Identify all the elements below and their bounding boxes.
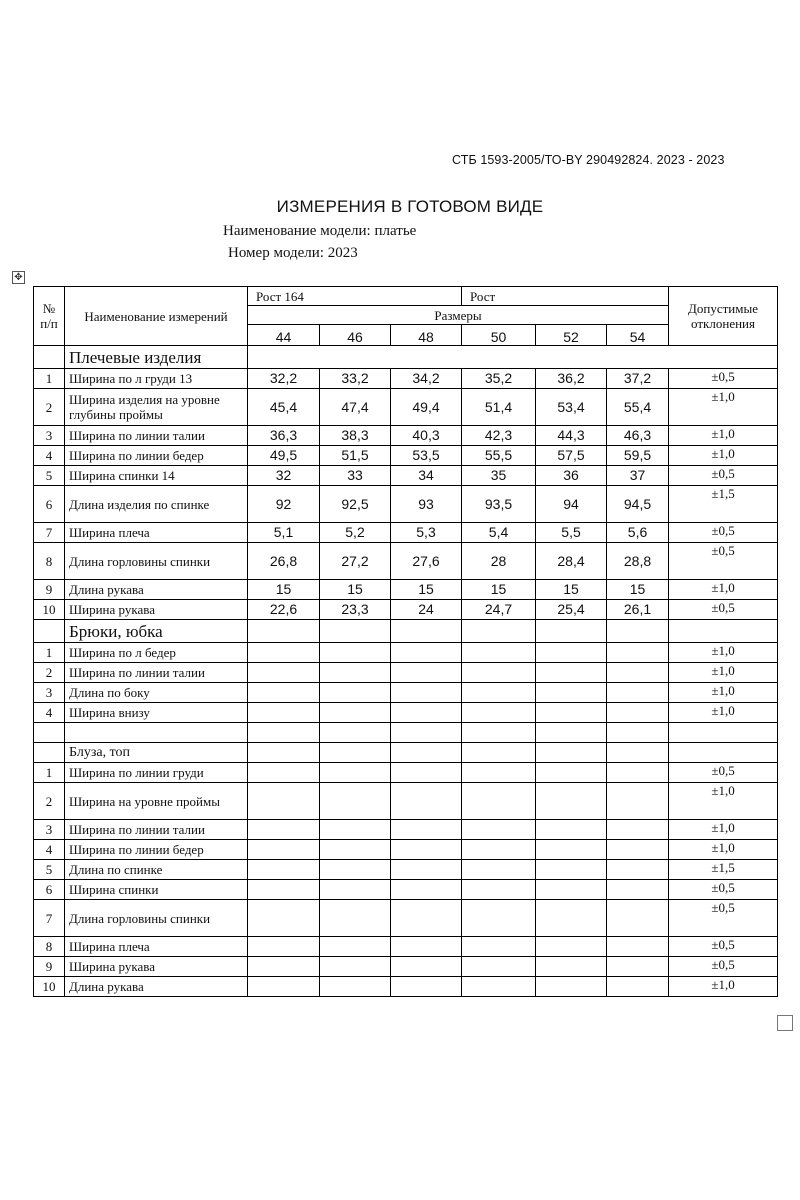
- measurement-value: [320, 763, 391, 783]
- table-resize-handle[interactable]: [777, 1015, 793, 1031]
- measurement-value: 5,4: [462, 523, 536, 543]
- measurement-value: [607, 937, 669, 957]
- measurement-value: [462, 643, 536, 663]
- measurement-value: 27,2: [320, 543, 391, 580]
- measurement-value: 42,3: [462, 426, 536, 446]
- measurement-value: [536, 880, 607, 900]
- tolerance-value: ±0,5: [669, 543, 778, 580]
- measurement-value: 93: [391, 486, 462, 523]
- measurement-name: Ширина рукава: [65, 957, 248, 977]
- tolerance-value: ±0,5: [669, 600, 778, 620]
- measurement-value: [607, 977, 669, 997]
- section-header-row: [34, 346, 778, 369]
- model-name-line: Наименование модели: платье: [223, 223, 417, 239]
- tolerance-value: ±1,0: [669, 820, 778, 840]
- measurement-value: [536, 937, 607, 957]
- empty-cell: [248, 743, 320, 763]
- row-number: 7: [34, 523, 65, 543]
- measurements-table: [33, 286, 778, 997]
- measurement-value: [248, 763, 320, 783]
- measurement-name: Длина горловины спинки: [65, 900, 248, 937]
- table-row: [34, 880, 778, 900]
- tolerance-value: ±1,0: [669, 783, 778, 820]
- measurement-value: 34,2: [391, 369, 462, 389]
- measurement-value: 55,4: [607, 389, 669, 426]
- measurement-value: [248, 783, 320, 820]
- table-row: [34, 783, 778, 820]
- row-number: 4: [34, 446, 65, 466]
- measurement-value: 53,5: [391, 446, 462, 466]
- row-number: 3: [34, 820, 65, 840]
- measurement-name: Длина изделия по спинке: [65, 486, 248, 523]
- row-number: 5: [34, 860, 65, 880]
- document-title: ИЗМЕРЕНИЯ В ГОТОВОМ ВИДЕ: [276, 197, 544, 216]
- measurement-value: [320, 820, 391, 840]
- section-empty-number-cell: [34, 346, 65, 369]
- measurement-value: [536, 977, 607, 997]
- measurement-value: 93,5: [462, 486, 536, 523]
- measurement-value: [320, 840, 391, 860]
- measurement-value: [391, 683, 462, 703]
- measurement-value: 23,3: [320, 600, 391, 620]
- tolerance-value: ±1,0: [669, 643, 778, 663]
- empty-cell: [462, 620, 536, 643]
- empty-cell: [462, 723, 536, 743]
- measurement-value: [248, 957, 320, 977]
- row-number: 3: [34, 426, 65, 446]
- measurement-value: [391, 643, 462, 663]
- col-header-name: Наименование измерений: [65, 287, 248, 346]
- size-header-cell: 52: [536, 325, 607, 346]
- table-row: [34, 763, 778, 783]
- tolerance-value: ±0,5: [669, 937, 778, 957]
- measurement-name: Ширина по линии бедер: [65, 840, 248, 860]
- measurement-value: [462, 957, 536, 977]
- measurement-value: 15: [320, 580, 391, 600]
- measurement-value: 22,6: [248, 600, 320, 620]
- measurement-name: Ширина плеча: [65, 523, 248, 543]
- measurement-name: Ширина по линии талии: [65, 663, 248, 683]
- measurement-value: [320, 937, 391, 957]
- measurement-value: [462, 820, 536, 840]
- measurement-name: Ширина изделия на уровне глубины проймы: [65, 389, 248, 426]
- measurement-value: 59,5: [607, 446, 669, 466]
- measurement-value: [462, 860, 536, 880]
- measurement-value: [391, 957, 462, 977]
- measurement-name: Ширина по л бедер: [65, 643, 248, 663]
- measurement-value: 25,4: [536, 600, 607, 620]
- measurement-value: [248, 860, 320, 880]
- row-number: 2: [34, 663, 65, 683]
- empty-cell: [536, 620, 607, 643]
- measurement-value: [320, 783, 391, 820]
- measurement-value: [391, 703, 462, 723]
- measurement-value: 47,4: [320, 389, 391, 426]
- measurement-value: [607, 683, 669, 703]
- tolerance-value: ±1,5: [669, 860, 778, 880]
- measurement-name: Длина по спинке: [65, 860, 248, 880]
- measurement-value: 49,4: [391, 389, 462, 426]
- tolerance-value: ±0,5: [669, 900, 778, 937]
- measurement-value: [391, 783, 462, 820]
- measurement-value: [462, 683, 536, 703]
- measurement-value: [607, 643, 669, 663]
- measurement-value: [320, 663, 391, 683]
- section-empty-span-cell: [248, 346, 778, 369]
- sizes-label: Размеры: [248, 306, 669, 325]
- measurement-name: Длина по боку: [65, 683, 248, 703]
- empty-cell: [536, 743, 607, 763]
- measurement-value: [248, 840, 320, 860]
- table-row: [34, 486, 778, 523]
- tolerance-value: ±1,0: [669, 703, 778, 723]
- row-number: 8: [34, 543, 65, 580]
- measurement-name: Длина горловины спинки: [65, 543, 248, 580]
- size-header-cell: 50: [462, 325, 536, 346]
- measurement-value: 15: [391, 580, 462, 600]
- measurement-value: [391, 860, 462, 880]
- empty-cell: [669, 723, 778, 743]
- standard-code: СТБ 1593-2005/ТО-BY 290492824. 2023 - 2023: [452, 153, 725, 167]
- measurement-value: [462, 663, 536, 683]
- measurement-value: 92,5: [320, 486, 391, 523]
- measurement-value: [607, 840, 669, 860]
- measurement-value: 51,5: [320, 446, 391, 466]
- measurement-name: Ширина плеча: [65, 937, 248, 957]
- measurement-value: 15: [248, 580, 320, 600]
- table-row: [34, 860, 778, 880]
- measurement-value: [607, 880, 669, 900]
- measurement-value: 5,1: [248, 523, 320, 543]
- table-row: [34, 820, 778, 840]
- empty-cell: [34, 723, 65, 743]
- row-number: 10: [34, 600, 65, 620]
- measurement-value: [248, 900, 320, 937]
- empty-cell: [669, 743, 778, 763]
- measurement-value: 5,3: [391, 523, 462, 543]
- measurement-name: Ширина по линии талии: [65, 426, 248, 446]
- empty-cell: [607, 620, 669, 643]
- measurement-value: 15: [607, 580, 669, 600]
- section-title: Брюки, юбка: [65, 620, 248, 643]
- header-row-height: [34, 287, 778, 306]
- measurement-name: Ширина по линии груди: [65, 763, 248, 783]
- section-header-row: [34, 620, 778, 643]
- measurement-value: 24: [391, 600, 462, 620]
- table-row: [34, 600, 778, 620]
- section-title: Плечевые изделия: [65, 346, 248, 369]
- measurement-value: [536, 703, 607, 723]
- row-number: 8: [34, 937, 65, 957]
- tolerance-value: ±1,0: [669, 663, 778, 683]
- table-row: [34, 580, 778, 600]
- row-number: 6: [34, 486, 65, 523]
- measurement-value: [320, 860, 391, 880]
- table-row: [34, 977, 778, 997]
- measurement-value: [248, 663, 320, 683]
- measurement-value: 28,8: [607, 543, 669, 580]
- measurement-value: 26,8: [248, 543, 320, 580]
- empty-cell: [607, 723, 669, 743]
- empty-cell: [462, 743, 536, 763]
- measurement-value: 45,4: [248, 389, 320, 426]
- size-header-cell: 48: [391, 325, 462, 346]
- measurement-value: 38,3: [320, 426, 391, 446]
- measurement-value: 33,2: [320, 369, 391, 389]
- tolerance-value: ±0,5: [669, 763, 778, 783]
- empty-cell: [320, 743, 391, 763]
- measurement-name: Длина рукава: [65, 977, 248, 997]
- measurement-name: Длина рукава: [65, 580, 248, 600]
- tolerance-value: ±1,0: [669, 683, 778, 703]
- measurement-value: [536, 900, 607, 937]
- measurement-value: [607, 703, 669, 723]
- measurement-value: [391, 900, 462, 937]
- measurement-name: Ширина по линии талии: [65, 820, 248, 840]
- tolerance-value: ±1,0: [669, 389, 778, 426]
- measurement-name: Ширина рукава: [65, 600, 248, 620]
- measurement-value: [462, 763, 536, 783]
- tolerance-value: ±1,0: [669, 840, 778, 860]
- empty-cell: [536, 723, 607, 743]
- measurement-value: [462, 900, 536, 937]
- row-number: 1: [34, 643, 65, 663]
- measurement-value: [320, 977, 391, 997]
- measurement-value: 37: [607, 466, 669, 486]
- empty-cell: [65, 723, 248, 743]
- tolerance-value: ±0,5: [669, 369, 778, 389]
- measurement-value: [248, 683, 320, 703]
- measurement-name: Ширина спинки: [65, 880, 248, 900]
- section-empty-number-cell: [34, 743, 65, 763]
- measurement-value: [320, 683, 391, 703]
- empty-cell: [391, 723, 462, 743]
- table-row: [34, 957, 778, 977]
- height-label-1: Рост 164: [248, 287, 462, 306]
- measurement-value: 55,5: [462, 446, 536, 466]
- size-header-cell: 44: [248, 325, 320, 346]
- measurement-value: [462, 977, 536, 997]
- measurement-value: [391, 937, 462, 957]
- measurement-value: 44,3: [536, 426, 607, 446]
- table-row: [34, 663, 778, 683]
- measurement-value: [462, 783, 536, 820]
- measurement-value: [391, 763, 462, 783]
- measurement-name: Ширина на уровне проймы: [65, 783, 248, 820]
- empty-cell: [391, 743, 462, 763]
- height-label-2: Рост: [462, 287, 669, 306]
- tolerance-value: ±1,0: [669, 580, 778, 600]
- measurement-value: [607, 783, 669, 820]
- table-row: [34, 369, 778, 389]
- measurement-value: [536, 663, 607, 683]
- measurement-value: 35: [462, 466, 536, 486]
- row-number: 4: [34, 840, 65, 860]
- col-header-tolerance: Допустимые отклонения: [669, 287, 778, 346]
- measurement-value: [391, 663, 462, 683]
- measurement-value: 46,3: [607, 426, 669, 446]
- measurement-value: 36: [536, 466, 607, 486]
- measurement-name: Ширина по л груди 13: [65, 369, 248, 389]
- table-row: [34, 466, 778, 486]
- size-header-cell: 46: [320, 325, 391, 346]
- measurement-value: 32: [248, 466, 320, 486]
- measurement-value: 5,5: [536, 523, 607, 543]
- table-row: [34, 643, 778, 663]
- empty-cell: [607, 743, 669, 763]
- measurement-value: 40,3: [391, 426, 462, 446]
- measurement-value: 28,4: [536, 543, 607, 580]
- measurement-name: Ширина внизу: [65, 703, 248, 723]
- measurement-value: [320, 643, 391, 663]
- row-number: 5: [34, 466, 65, 486]
- empty-cell: [320, 620, 391, 643]
- tolerance-value: ±0,5: [669, 466, 778, 486]
- model-number-line: Номер модели: 2023: [228, 245, 358, 261]
- measurement-value: 92: [248, 486, 320, 523]
- tolerance-value: ±1,0: [669, 977, 778, 997]
- measurement-value: [536, 643, 607, 663]
- measurement-value: 33: [320, 466, 391, 486]
- row-number: 9: [34, 580, 65, 600]
- section-empty-number-cell: [34, 620, 65, 643]
- measurement-value: [462, 880, 536, 900]
- measurement-value: 49,5: [248, 446, 320, 466]
- measurement-value: 26,1: [607, 600, 669, 620]
- measurement-value: [536, 763, 607, 783]
- measurement-value: 5,6: [607, 523, 669, 543]
- measurement-value: 51,4: [462, 389, 536, 426]
- measurement-value: [536, 820, 607, 840]
- measurement-value: 94,5: [607, 486, 669, 523]
- measurement-value: [248, 880, 320, 900]
- measurement-value: [248, 977, 320, 997]
- measurement-value: [607, 860, 669, 880]
- measurement-value: 53,4: [536, 389, 607, 426]
- table-move-handle-icon[interactable]: ✥: [12, 271, 25, 284]
- table-row: [34, 446, 778, 466]
- col-header-number: № п/п: [34, 287, 65, 346]
- measurement-value: [320, 900, 391, 937]
- measurement-value: 35,2: [462, 369, 536, 389]
- measurement-value: [248, 643, 320, 663]
- section-title: Блуза, топ: [65, 743, 248, 763]
- table-row: [34, 683, 778, 703]
- measurement-value: [536, 957, 607, 977]
- measurement-value: [391, 840, 462, 860]
- measurement-value: 94: [536, 486, 607, 523]
- tolerance-value: ±0,5: [669, 957, 778, 977]
- table-row: [34, 937, 778, 957]
- row-number: 6: [34, 880, 65, 900]
- measurement-value: 34: [391, 466, 462, 486]
- measurement-value: [462, 840, 536, 860]
- measurement-value: 15: [462, 580, 536, 600]
- empty-cell: [248, 620, 320, 643]
- row-number: 3: [34, 683, 65, 703]
- empty-cell: [248, 723, 320, 743]
- row-number: 2: [34, 783, 65, 820]
- size-header-cell: 54: [607, 325, 669, 346]
- measurement-value: [462, 937, 536, 957]
- measurement-value: [536, 860, 607, 880]
- measurement-value: [607, 900, 669, 937]
- table-row: [34, 900, 778, 937]
- measurement-value: [320, 957, 391, 977]
- empty-cell: [320, 723, 391, 743]
- measurement-value: [248, 703, 320, 723]
- measurement-value: 28: [462, 543, 536, 580]
- measurement-value: 37,2: [607, 369, 669, 389]
- table-row: [34, 840, 778, 860]
- blank-row: [34, 723, 778, 743]
- empty-cell: [391, 620, 462, 643]
- table-row: [34, 523, 778, 543]
- measurement-value: [391, 820, 462, 840]
- row-number: 1: [34, 763, 65, 783]
- measurement-value: 24,7: [462, 600, 536, 620]
- row-number: 2: [34, 389, 65, 426]
- row-number: 7: [34, 900, 65, 937]
- row-number: 4: [34, 703, 65, 723]
- tolerance-value: ±1,0: [669, 446, 778, 466]
- tolerance-value: ±0,5: [669, 880, 778, 900]
- measurement-value: 36,3: [248, 426, 320, 446]
- table-row: [34, 703, 778, 723]
- measurement-value: 32,2: [248, 369, 320, 389]
- empty-cell: [669, 620, 778, 643]
- measurement-value: [320, 703, 391, 723]
- measurement-value: [536, 840, 607, 860]
- measurement-value: [536, 783, 607, 820]
- measurement-value: 5,2: [320, 523, 391, 543]
- tolerance-value: ±1,0: [669, 426, 778, 446]
- row-number: 1: [34, 369, 65, 389]
- measurement-value: [536, 683, 607, 703]
- section-header-row: [34, 743, 778, 763]
- measurement-value: [607, 763, 669, 783]
- table-row: [34, 543, 778, 580]
- row-number: 10: [34, 977, 65, 997]
- tolerance-value: ±1,5: [669, 486, 778, 523]
- table-row: [34, 426, 778, 446]
- measurement-value: [391, 880, 462, 900]
- row-number: 9: [34, 957, 65, 977]
- measurement-value: [607, 957, 669, 977]
- measurement-value: [248, 820, 320, 840]
- measurement-value: [391, 977, 462, 997]
- measurement-value: 15: [536, 580, 607, 600]
- measurement-value: [607, 820, 669, 840]
- measurement-name: Ширина спинки 14: [65, 466, 248, 486]
- measurement-value: 27,6: [391, 543, 462, 580]
- table-row: [34, 389, 778, 426]
- measurement-value: [320, 880, 391, 900]
- measurement-value: 36,2: [536, 369, 607, 389]
- measurement-value: 57,5: [536, 446, 607, 466]
- measurement-value: [607, 663, 669, 683]
- measurement-name: Ширина по линии бедер: [65, 446, 248, 466]
- measurement-value: [248, 937, 320, 957]
- tolerance-value: ±0,5: [669, 523, 778, 543]
- measurement-value: [462, 703, 536, 723]
